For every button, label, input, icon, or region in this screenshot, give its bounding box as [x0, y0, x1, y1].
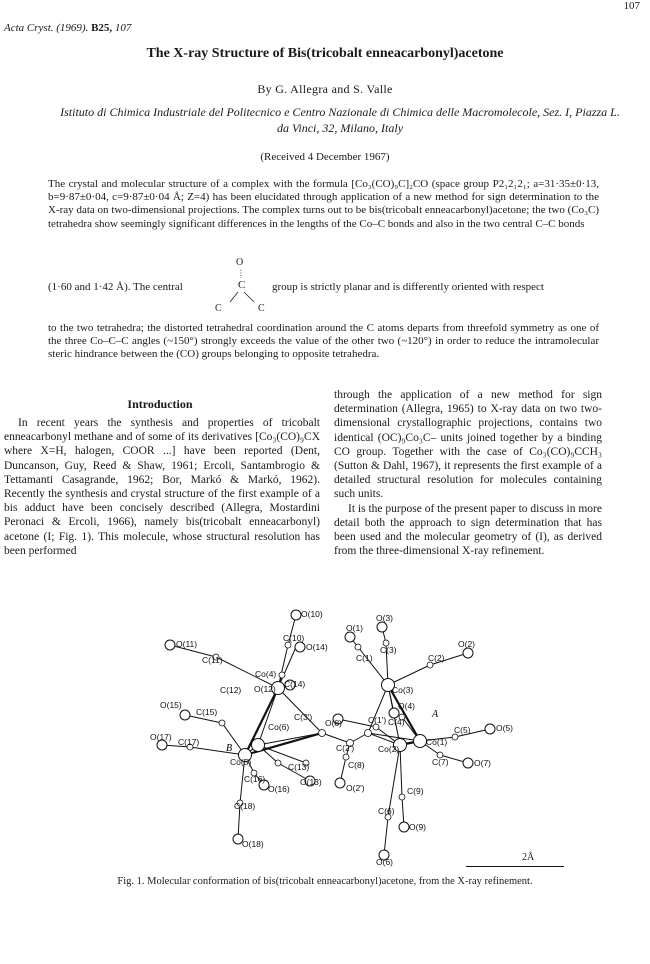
- group-atom-c-left: C: [215, 303, 222, 314]
- atom-label: C(7): [432, 757, 449, 767]
- affiliation: Istituto di Chimica Industriale del Politecnico e Centro Nazionale di Chimica delle Macromolecole, Sez. I, Piazza L. da Vinci, 32, Milano, Italy: [60, 105, 620, 135]
- received-date: (Received 4 December 1967): [260, 151, 390, 163]
- group-atom-c: C: [238, 279, 246, 291]
- atom-label: C(3'): [294, 712, 313, 722]
- tetrahedron-label-a: A: [432, 709, 439, 720]
- atom-label: C(1'): [368, 715, 387, 725]
- atom-label: C(4): [388, 717, 405, 727]
- intro-paragraph-2: through the application of a new method for sign determination (Allegra, 1965) to X-ray data on two two-dimensional crystallographic projections, contains two identical (OC)₉Co₃C– units joined together by a binding CO group. Together with the case of Co₃(CO)₉CCH₃ (Sutton & Dahl, 1967), it represents the first example of a detailed structural resolution for molecules containing such units.: [334, 389, 602, 501]
- abstract-part-3: to the two tetrahedra; the distorted tetrahedral coordination around the C atoms departs from threefold symmetry as one of the three Co–C–C angles (~150°) strongly exceeds the value of the other two (~120°) in order to reduce the intramolecular steric hindrance between the (CO) groups belonging to opposite tetrahedra.: [48, 322, 599, 361]
- section-heading-introduction: Introduction: [127, 397, 193, 411]
- molecular-structure-figure: [150, 605, 530, 867]
- page-number: 107: [623, 0, 640, 12]
- paper-title: The X-ray Structure of Bis(tricobalt enneacarbonyl)acetone: [146, 46, 504, 61]
- atom-label: C(1): [356, 653, 373, 663]
- atom-label: C(11): [202, 655, 223, 665]
- intro-paragraph-3: It is the purpose of the present paper to discuss in more detail both the approach to sign determination that has been used and the molecular geometry of (I), as derived from the three-dimensional X-ray refinement.: [334, 502, 602, 558]
- figure-caption: Fig. 1. Molecular conformation of bis(tricobalt enneacarbonyl)acetone, from the X-ray refinement.: [117, 876, 533, 887]
- atom-label: Co(2): [378, 744, 400, 754]
- introduction-right-column: [334, 388, 602, 558]
- abstract-part-2b: group is strictly planar and is differently oriented with respect: [272, 281, 544, 293]
- citation-journal: Acta Cryst.: [4, 22, 54, 34]
- central-group-bonds: [228, 268, 268, 308]
- atom-label: O(15): [160, 700, 182, 710]
- atom-label: C(2'): [336, 743, 355, 753]
- atom-label: C(18): [234, 801, 256, 811]
- paper-authors: By G. Allegra and S. Valle: [257, 82, 393, 96]
- atom-label: C(3): [380, 645, 397, 655]
- atom-label: O(5): [496, 723, 513, 733]
- atom-label: C(15): [196, 707, 218, 717]
- atom-label: O(16): [268, 784, 290, 794]
- citation-page: 107: [114, 22, 132, 34]
- atom-label: O(1): [346, 623, 363, 633]
- introduction-left-column: [4, 416, 320, 558]
- atom-label: O(14): [306, 642, 328, 652]
- atom-label: O(18): [242, 839, 264, 849]
- atom-label: O(4): [398, 701, 415, 711]
- atom-label: C(14): [284, 679, 306, 689]
- atom-label: C(13): [288, 762, 310, 772]
- intro-paragraph-1: In recent years the synthesis and properties of tricobalt enneacarbonyl methane and of some of its derivatives [Co₃(CO)₉CX where X=H, halogen, COOR ...] have been reported (Dent, Duncanson, Guy, Reed & Shaw, 1961; Ercoli, Santambrogio & Tettamanti Casagrande, 1962; Bor, Markó & Markó, 1962). Recently the synthesis and crystal structure of the first example of a bis adduct have been concisely described (Allegra, Mostardini Peronaci & Ercoli, 1966), namely bis(tricobalt enneacarbonyl) acetone (I; Fig. 1). This molecule, whose structural resolution has been performed: [4, 417, 320, 557]
- scale-bar: [466, 866, 564, 867]
- atom-label: Co(3): [392, 685, 414, 695]
- atom-label: O(10): [301, 609, 323, 619]
- atom-label: C(2): [428, 653, 445, 663]
- citation: [4, 22, 131, 34]
- atom-label: O(17): [150, 732, 172, 742]
- atom-label: C(5): [454, 725, 471, 735]
- atom-label: O(2): [458, 639, 475, 649]
- group-atom-c-right: C: [258, 303, 265, 314]
- atom-label: O(9): [409, 822, 426, 832]
- atom-label: O(2'): [346, 783, 365, 793]
- atom-label: C(6): [378, 806, 395, 816]
- atom-label: O(12): [254, 684, 276, 694]
- atom-label: Co(1): [426, 737, 448, 747]
- atom-label: Co(6): [268, 722, 290, 732]
- citation-volume: B25,: [91, 22, 113, 34]
- tetrahedron-label-b: B: [226, 743, 233, 754]
- atom-label: C(9): [407, 786, 424, 796]
- atom-label: C(12): [220, 685, 242, 695]
- abstract-part-1: The crystal and molecular structure of a complex with the formula [Co₃(CO)₉C]₂CO (space group P2₁2₁2₁; a=31·35±0·13, b=9·87±0·04, c=9·87±0·04 Å; Z=4) has been elucidated through application of a new method for sign determination to the X-ray data on two-dimensional projections. The complex turns out to be bis(tricobalt enneacarbonyl)acetone; the two (Co₃C) tetrahedra show seemingly significant differences in the lengths of the Co–C bonds and also in the two central C–C bonds: [48, 178, 599, 230]
- citation-year: (1969).: [56, 22, 89, 34]
- atom-label: O(7): [474, 758, 491, 768]
- atom-label: O(11): [176, 639, 198, 649]
- atom-label: C(8): [348, 760, 365, 770]
- group-atom-o: O: [236, 257, 244, 268]
- atom-label: O(3): [376, 613, 393, 623]
- atom-label: Co(5): [230, 757, 252, 767]
- atom-label: O(13): [300, 777, 322, 787]
- atom-label: Co(4): [255, 669, 277, 679]
- atom-label: O(6): [376, 857, 393, 867]
- scale-bar-label: 2Å: [522, 852, 535, 863]
- atom-label: C(17): [178, 737, 200, 747]
- atom-label: C(10): [283, 633, 305, 643]
- abstract-part-2a: (1·60 and 1·42 Å). The central: [48, 281, 183, 293]
- atom-label: C(16): [244, 774, 266, 784]
- atom-label: O(8): [325, 718, 342, 728]
